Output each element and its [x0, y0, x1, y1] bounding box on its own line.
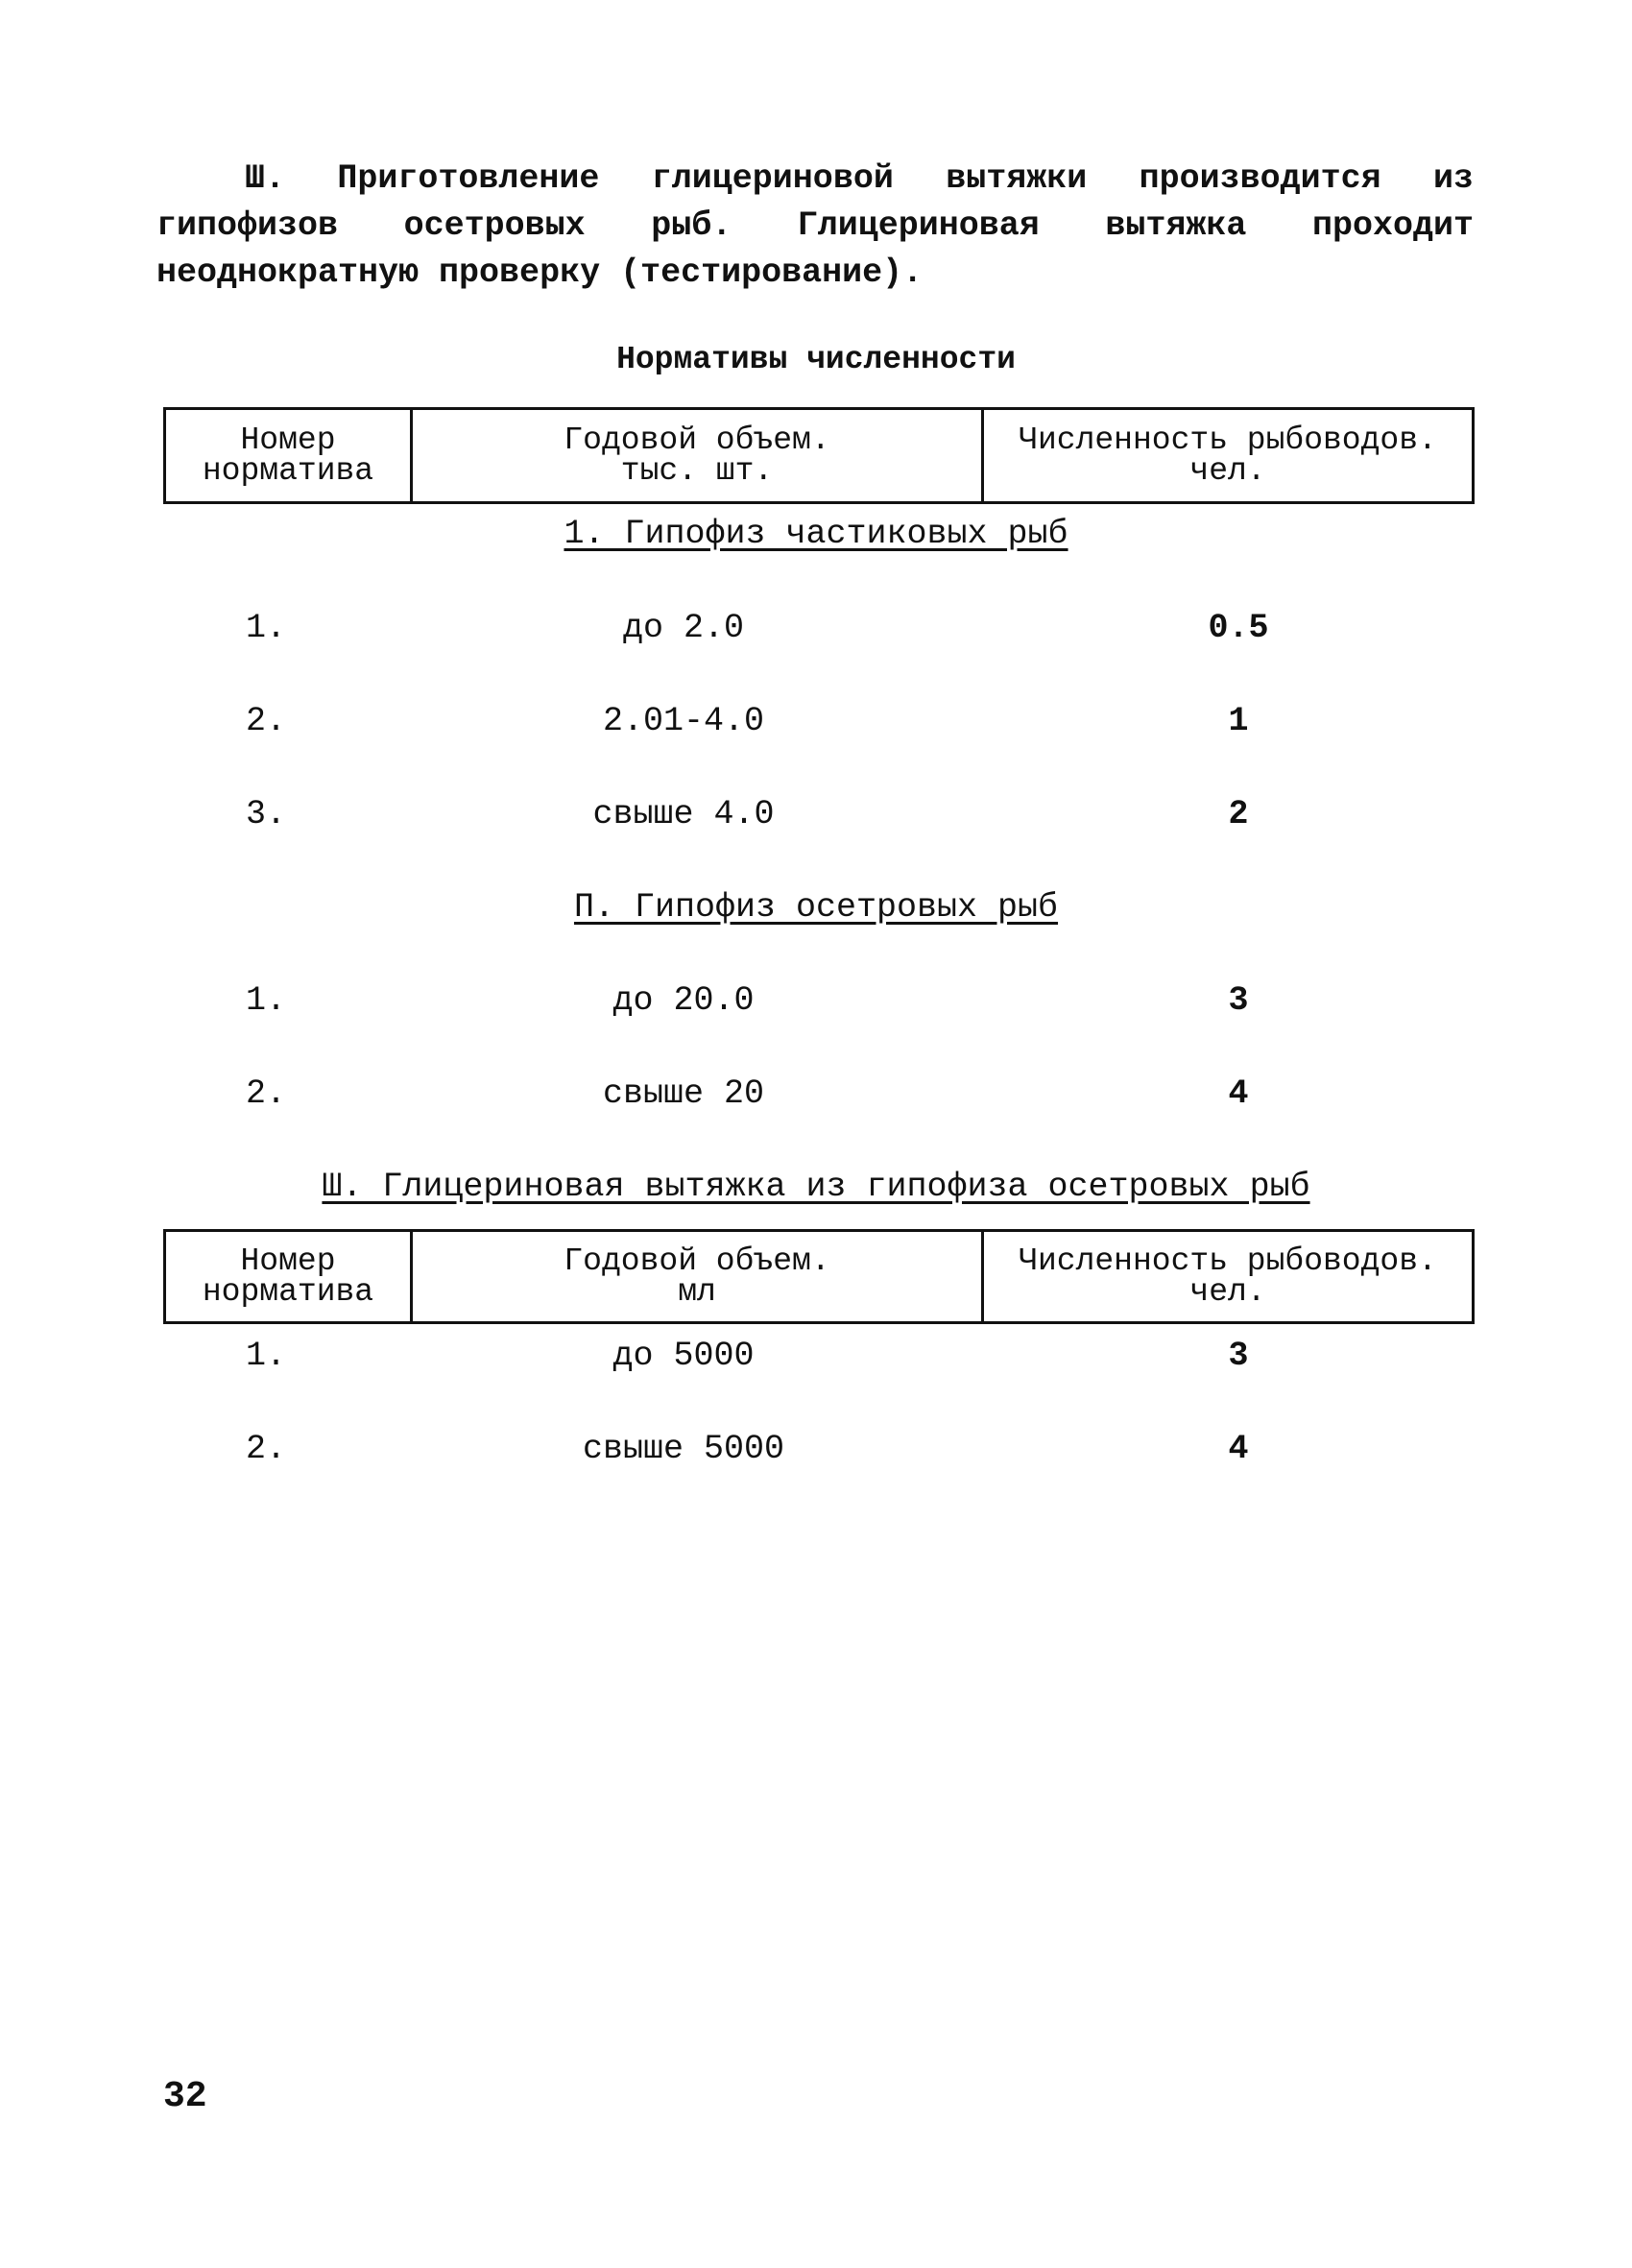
table2-col-volume: [412, 1231, 983, 1323]
row-volume: 2.01-4.0: [602, 702, 765, 740]
row-number: 2.: [246, 1430, 287, 1468]
row-count: 1: [1228, 702, 1249, 740]
row-count: 3: [1228, 981, 1249, 1020]
table-row: [0, 1074, 1632, 1122]
header-label: Номер: [240, 1243, 336, 1279]
row-volume: до 20.0: [612, 981, 755, 1020]
section-title: 1. Гипофиз частиковых рыб: [564, 515, 1068, 553]
table-row: [0, 702, 1632, 750]
header-label: чел.: [1189, 452, 1266, 489]
header-label: чел.: [1189, 1273, 1266, 1310]
header-label: Годовой объем.: [564, 1243, 830, 1279]
row-number: 2.: [246, 1074, 287, 1113]
header-label: тыс. шт.: [620, 452, 774, 489]
row-count: 2: [1228, 795, 1249, 833]
row-volume: свыше 4.0: [592, 795, 775, 833]
header-label: Годовой объем.: [564, 422, 830, 458]
table-row: [0, 1337, 1632, 1385]
table2-col-count: [983, 1231, 1474, 1323]
header-label: мл: [678, 1273, 716, 1310]
row-number: 1.: [246, 981, 287, 1020]
table-row: [0, 795, 1632, 843]
row-number: 3.: [246, 795, 287, 833]
header-label: Численность рыбоводов.: [1019, 422, 1437, 458]
intro-paragraph: Ш. Приготовление глицериновой вытяжки производится из гипофизов осетровых рыб. Глицериновая вытяжка проходит неоднократную проверку (тестирование).: [156, 159, 1474, 292]
table-row: [0, 609, 1632, 657]
page-title: Нормативы численности: [616, 342, 1016, 377]
row-number: 2.: [246, 702, 287, 740]
row-count: 0.5: [1208, 609, 1269, 647]
row-volume: свыше 20: [602, 1074, 765, 1113]
table1-col-volume: [412, 409, 983, 503]
row-number: 1.: [246, 1337, 287, 1375]
header-label: норматива: [202, 1273, 374, 1310]
row-volume: свыше 5000: [582, 1430, 785, 1468]
table-row: [0, 1430, 1632, 1478]
header-label: Номер: [240, 422, 336, 458]
header-label: Численность рыбоводов.: [1019, 1243, 1437, 1279]
section-title: Ш. Глицериновая вытяжка из гипофиза осетровых рыб: [322, 1168, 1310, 1206]
table-row: [0, 981, 1632, 1029]
row-volume: до 2.0: [622, 609, 745, 647]
section-title: П. Гипофиз осетровых рыб: [573, 888, 1059, 927]
page-number: 32: [163, 2076, 207, 2117]
table1-header: [163, 407, 1475, 504]
row-volume: до 5000: [612, 1337, 755, 1375]
row-count: 4: [1228, 1430, 1249, 1468]
row-number: 1.: [246, 609, 287, 647]
row-count: 3: [1228, 1337, 1249, 1375]
table2-header: [163, 1229, 1475, 1324]
table1-col-number: [165, 409, 412, 503]
table1-col-count: [983, 409, 1474, 503]
header-label: норматива: [202, 452, 374, 489]
row-count: 4: [1228, 1074, 1249, 1113]
table2-col-number: [165, 1231, 412, 1323]
